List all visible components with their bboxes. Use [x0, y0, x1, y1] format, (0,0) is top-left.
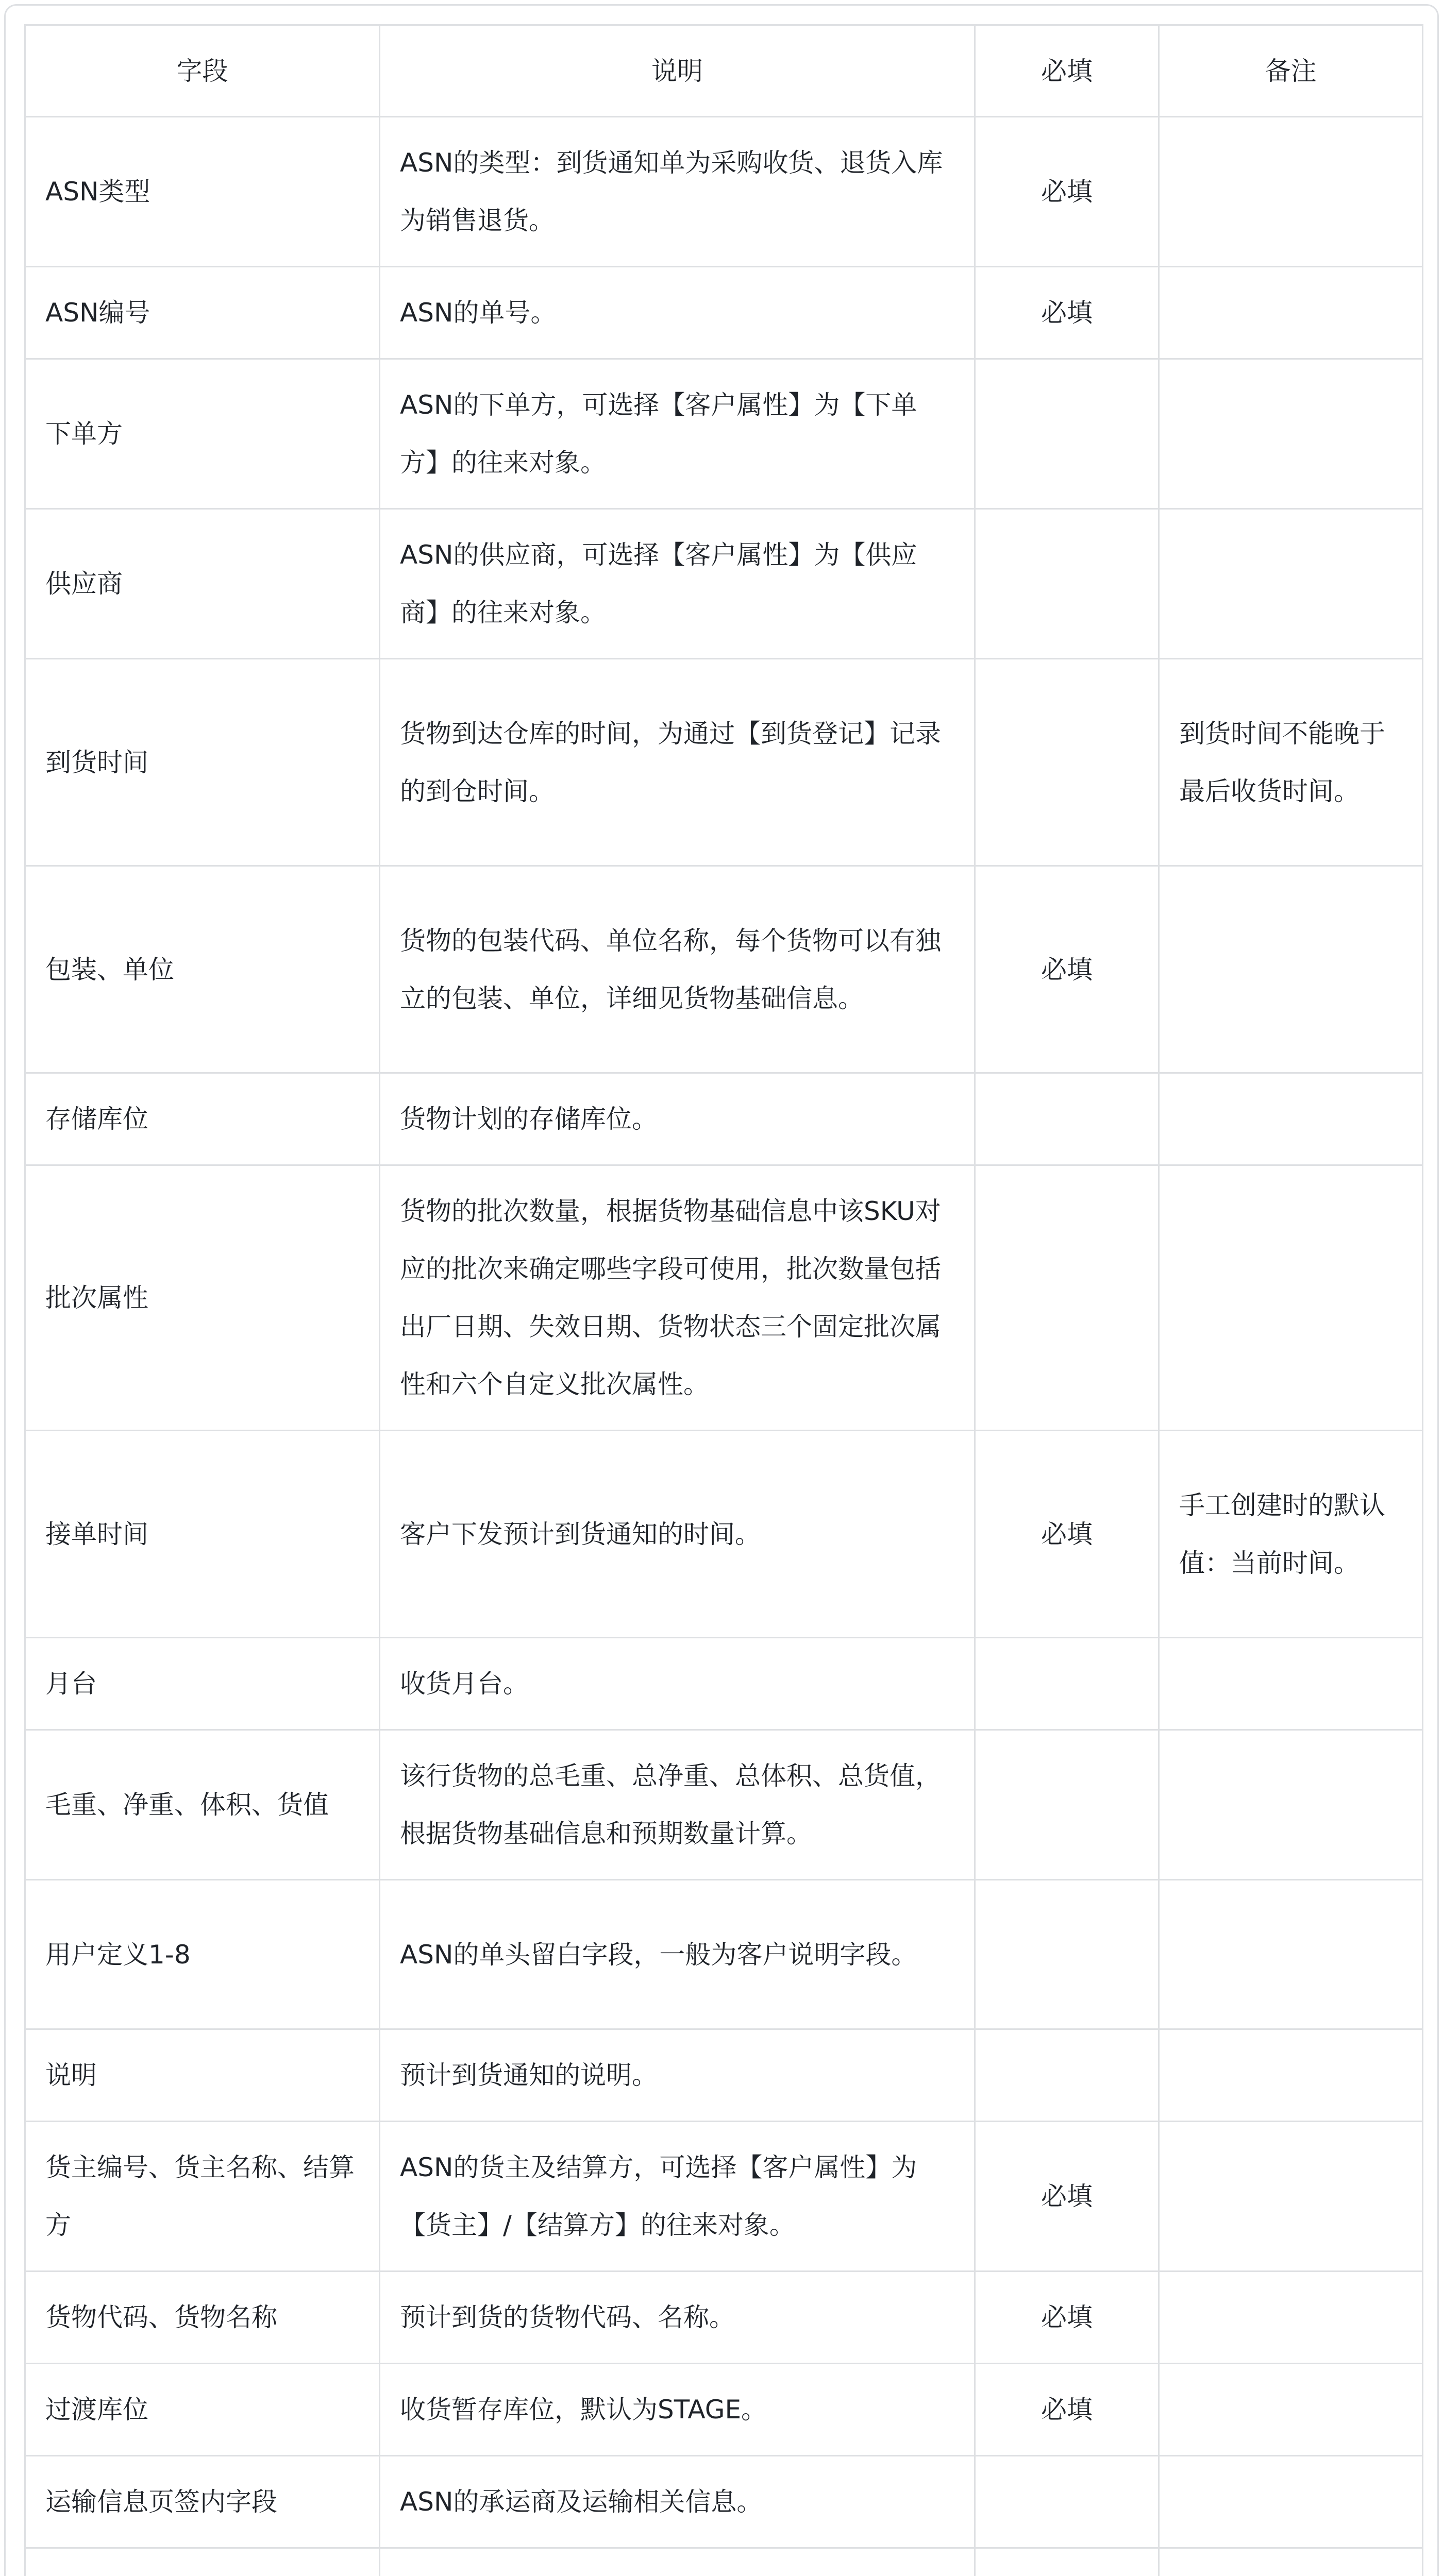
header-remark: 备注 — [1159, 25, 1423, 117]
cell-required — [975, 2029, 1159, 2122]
table-row — [25, 1880, 1423, 2029]
cell-remark — [1159, 1165, 1423, 1431]
cell-remark — [1159, 359, 1423, 509]
cell-required — [975, 2456, 1159, 2548]
cell-required: 必填 — [975, 2364, 1159, 2456]
cell-description: ASN的货主及结算方，可选择【客户属性】为【货主】/【结算方】的往来对象。 — [380, 2122, 975, 2272]
cell-description: 货物计划的存储库位。 — [380, 1073, 975, 1165]
cell-remark: 到货时间不能晚于最后收货时间。 — [1159, 659, 1423, 866]
cell-description: ASN的单头留白字段，一般为客户说明字段。 — [380, 1880, 975, 2029]
cell-field: 过渡库位 — [25, 2364, 380, 2456]
cell-field: 月台 — [25, 1638, 380, 1730]
cell-description: ASN的类型：到货通知单为采购收货、退货入库为销售退货。 — [380, 117, 975, 267]
table-row — [25, 117, 1423, 267]
table-header-row — [25, 25, 1423, 117]
cell-required: 必填 — [975, 2272, 1159, 2364]
table-row — [25, 2272, 1423, 2364]
cell-remark — [1159, 2456, 1423, 2548]
cell-field: 运输信息页签内字段 — [25, 2456, 380, 2548]
table-row — [25, 1638, 1423, 1730]
cell-remark — [1159, 1073, 1423, 1165]
cell-remark — [1159, 2548, 1423, 2576]
cell-required — [975, 509, 1159, 659]
cell-description: 预计到货通知的说明。 — [380, 2029, 975, 2122]
cell-remark — [1159, 2272, 1423, 2364]
cell-field: 供应商 — [25, 509, 380, 659]
cell-remark — [1159, 2364, 1423, 2456]
cell-required — [975, 1073, 1159, 1165]
table-row — [25, 359, 1423, 509]
cell-description: 收货月台。 — [380, 1638, 975, 1730]
cell-required — [975, 2548, 1159, 2576]
cell-required: 必填 — [975, 2122, 1159, 2272]
table-row — [25, 2548, 1423, 2576]
table-body — [25, 117, 1423, 2576]
table-row — [25, 659, 1423, 866]
cell-description: ASN的单号。 — [380, 267, 975, 359]
cell-field: ASN编号 — [25, 267, 380, 359]
cell-required — [975, 1165, 1159, 1431]
cell-required — [975, 1638, 1159, 1730]
cell-field: ASN类型 — [25, 117, 380, 267]
cell-required: 必填 — [975, 866, 1159, 1073]
cell-description — [380, 2548, 975, 2576]
cell-required — [975, 359, 1159, 509]
cell-description: 货物的包装代码、单位名称，每个货物可以有独立的包装、单位，详细见货物基础信息。 — [380, 866, 975, 1073]
cell-field: 货主编号、货主名称、结算方 — [25, 2122, 380, 2272]
cell-required — [975, 1730, 1159, 1880]
table-row — [25, 1431, 1423, 1638]
table-container — [4, 4, 1439, 2576]
cell-field: 下单方 — [25, 359, 380, 509]
table-row — [25, 1165, 1423, 1431]
cell-description: ASN的供应商，可选择【客户属性】为【供应商】的往来对象。 — [380, 509, 975, 659]
cell-description: 货物的批次数量，根据货物基础信息中该SKU对应的批次来确定哪些字段可使用，批次数量包括出厂日期、失效日期、货物状态三个固定批次属性和六个自定义批次属性。 — [380, 1165, 975, 1431]
table-row — [25, 866, 1423, 1073]
cell-remark — [1159, 1638, 1423, 1730]
cell-description: ASN的下单方，可选择【客户属性】为【下单方】的往来对象。 — [380, 359, 975, 509]
cell-field: 包装、单位 — [25, 866, 380, 1073]
cell-description: 预计到货的货物代码、名称。 — [380, 2272, 975, 2364]
cell-field: 接单时间 — [25, 1431, 380, 1638]
cell-field: 到货时间 — [25, 659, 380, 866]
cell-required: 必填 — [975, 1431, 1159, 1638]
cell-required: 必填 — [975, 117, 1159, 267]
cell-description: 货物到达仓库的时间，为通过【到货登记】记录的到仓时间。 — [380, 659, 975, 866]
cell-remark: 手工创建时的默认值：当前时间。 — [1159, 1431, 1423, 1638]
cell-description: 该行货物的总毛重、总净重、总体积、总货值，根据货物基础信息和预期数量计算。 — [380, 1730, 975, 1880]
table-row — [25, 1730, 1423, 1880]
table-row — [25, 2364, 1423, 2456]
cell-remark — [1159, 866, 1423, 1073]
cell-remark — [1159, 267, 1423, 359]
cell-remark — [1159, 2122, 1423, 2272]
cell-field: 货物代码、货物名称 — [25, 2272, 380, 2364]
table-row — [25, 2029, 1423, 2122]
cell-field: 批次属性 — [25, 1165, 380, 1431]
cell-description: 客户下发预计到货通知的时间。 — [380, 1431, 975, 1638]
header-description: 说明 — [380, 25, 975, 117]
cell-required — [975, 659, 1159, 866]
table-row — [25, 509, 1423, 659]
table-row — [25, 1073, 1423, 1165]
cell-required — [975, 1880, 1159, 2029]
table-row — [25, 267, 1423, 359]
cell-field: 存储库位 — [25, 1073, 380, 1165]
header-field: 字段 — [25, 25, 380, 117]
cell-field: 毛重、净重、体积、货值 — [25, 1730, 380, 1880]
cell-remark — [1159, 1880, 1423, 2029]
cell-description: ASN的承运商及运输相关信息。 — [380, 2456, 975, 2548]
cell-remark — [1159, 2029, 1423, 2122]
cell-field — [25, 2548, 380, 2576]
cell-required: 必填 — [975, 267, 1159, 359]
cell-field: 用户定义1-8 — [25, 1880, 380, 2029]
table-row — [25, 2122, 1423, 2272]
field-spec-table — [24, 24, 1423, 2576]
cell-remark — [1159, 1730, 1423, 1880]
table-row — [25, 2456, 1423, 2548]
cell-remark — [1159, 509, 1423, 659]
header-required: 必填 — [975, 25, 1159, 117]
cell-description: 收货暂存库位，默认为STAGE。 — [380, 2364, 975, 2456]
cell-remark — [1159, 117, 1423, 267]
cell-field: 说明 — [25, 2029, 380, 2122]
